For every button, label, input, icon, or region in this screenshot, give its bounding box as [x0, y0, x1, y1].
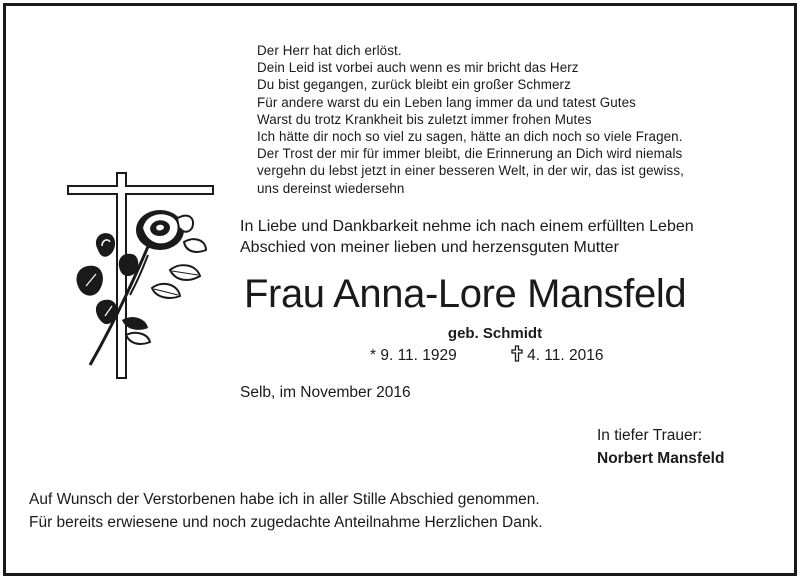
intro-line: In Liebe und Dankbarkeit nehme ich nach einem erfüllten Leben: [240, 218, 694, 235]
poem: [257, 42, 777, 197]
mourner-name: Norbert Mansfeld: [597, 450, 725, 467]
poem-line: vergehn du lebst jetzt in einer besseren Welt, in der wir, das ist gewiss,: [257, 163, 684, 179]
closing-line: Für bereits erwiesene und noch zugedachte Anteilnahme Herzlichen Dank.: [29, 513, 543, 531]
poem-line: Der Trost der mir für immer bleibt, die Erinnerung an Dich wird niemals: [257, 146, 683, 162]
mourning-label: In tiefer Trauer:: [597, 427, 703, 444]
intro-text: [240, 217, 694, 258]
cross-with-rose-icon: [60, 170, 225, 385]
birth-date: * 9. 11. 1929: [370, 347, 457, 364]
death-date-group: [511, 347, 603, 364]
poem-line: Du bist gegangen, zurück bleibt ein großer Schmerz: [257, 77, 571, 93]
poem-line: Ich hätte dir noch so viel zu sagen, hätte an dich noch so viele Fragen.: [257, 129, 683, 145]
place-date: Selb, im November 2016: [240, 384, 411, 401]
mourning-block: [597, 424, 724, 470]
closing-text: [29, 489, 543, 534]
closing-line: Auf Wunsch der Verstorbenen habe ich in aller Stille Abschied genommen.: [29, 491, 540, 508]
intro-line: Abschied von meiner lieben und herzensguten Mutter: [240, 238, 619, 256]
cross-icon: [511, 345, 523, 367]
poem-line: Dein Leid ist vorbei auch wenn es mir bricht das Herz: [257, 60, 579, 76]
life-dates: [370, 345, 604, 367]
poem-line: Warst du trotz Krankheit bis zuletzt immer frohen Mutes: [257, 111, 592, 127]
maiden-name: geb. Schmidt: [447, 325, 543, 342]
poem-line: uns dereinst wiedersehn: [257, 180, 405, 196]
death-date: 4. 11. 2016: [527, 347, 604, 364]
poem-line: Für andere warst du ein Leben lang immer da und tatest Gutes: [257, 94, 636, 110]
poem-line: Der Herr hat dich erlöst.: [257, 43, 402, 58]
deceased-name: Frau Anna-Lore Mansfeld: [244, 272, 687, 316]
